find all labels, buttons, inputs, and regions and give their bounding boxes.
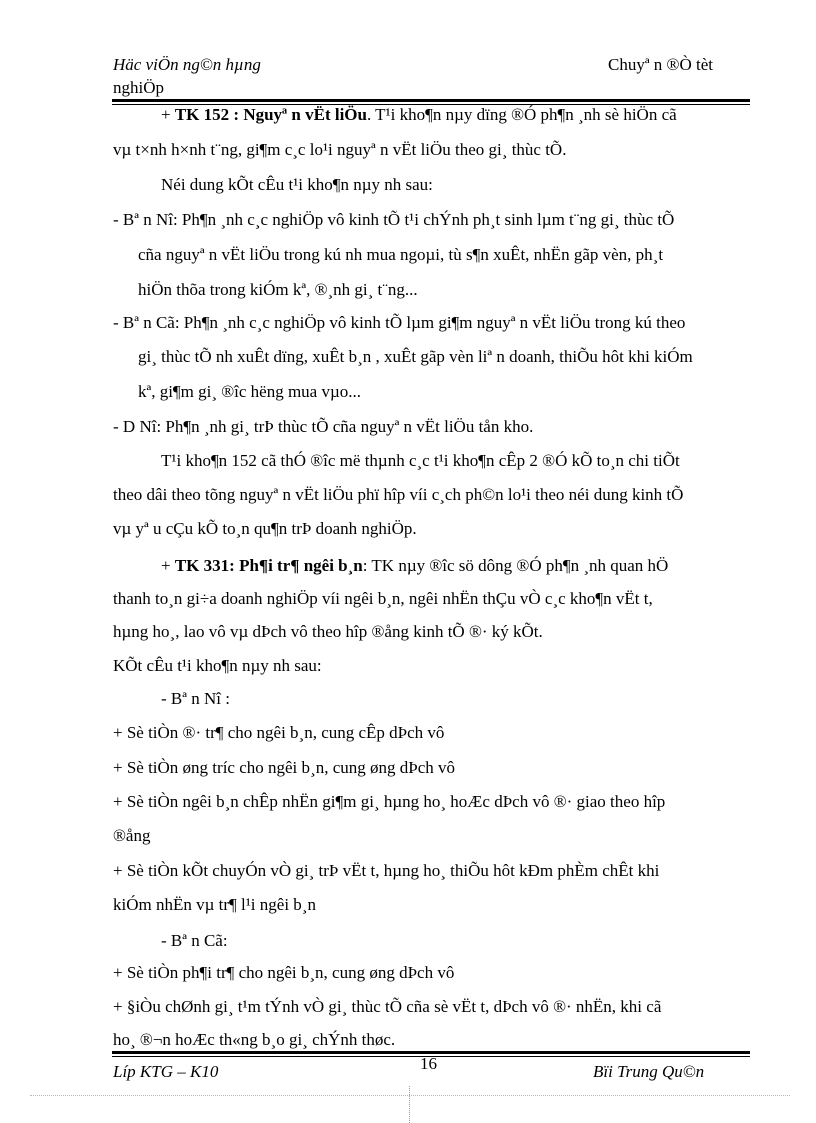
footer-class: Líp KTG – K10 [113, 1062, 219, 1081]
text-line: kiÓm nhËn vµ tr¶ l¹i ngêi b¸n [113, 895, 316, 914]
text-line: vµ t×nh h×nh t¨ng, gi¶m c¸c lo¹i nguyª n vËt liÖu theo gi¸ thùc tÕ. [113, 140, 567, 159]
text-line: + TK 331: Ph¶i tr¶ ngêi b¸n: TK nµy ®îc sö dông ®Ó ph¶n ¸nh quan hÖ [161, 556, 669, 575]
text-line: hiÖn thõa trong kiÓm kª, ®¸nh gi¸ t¨ng... [138, 280, 418, 299]
text-line: gi¸ thùc tÕ nh xuÊt dïng, xuÊt b¸n , xuÊt gãp vèn liª n doanh, thiÕu hôt khi kiÓm [138, 347, 693, 366]
text-line: + TK 152 : Nguyª n vËt liÖu. T¹i kho¶n nµy dïng ®Ó ph¶n ¸nh sè hiÖn cã [161, 105, 677, 124]
list-item: - Bª n Nî: Ph¶n ¸nh c¸c nghiÖp vô kinh tÕ t¹i chÝnh ph¸t sinh lµm t¨ng gi¸ thùc tÕ [113, 210, 675, 229]
footer-author: Bïi Trung Qu©n [593, 1062, 705, 1081]
header-rule-thick [112, 99, 750, 102]
list-item: - Bª n Nî : [161, 689, 230, 708]
text-line: KÕt cÊu t¹i kho¶n nµy nh sau: [113, 656, 322, 675]
text-line: T¹i kho¶n 152 cã thÓ ®îc më thµnh c¸c t¹i kho¶n cÊp 2 ®Ó kÕ to¸n chi tiÕt [161, 451, 680, 470]
text-line: + Sè tiÒn kÕt chuyÓn vÒ gi¸ trÞ vËt t, hµng ho¸ thiÕu hôt kÐm phÈm chÊt khi [113, 861, 660, 880]
text-line: thanh to¸n gi÷a doanh nghiÖp víi ngêi b¸n, ngêi nhËn thÇu vÒ c¸c kho¶n vËt t, [113, 589, 653, 608]
list-item: - Bª n Cã: [161, 931, 228, 950]
header-school: Häc viÖn ng©n hµng [113, 55, 261, 74]
text-line: ho¸ ®¬n hoÆc th«ng b¸o gi¸ chÝnh thøc. [113, 1030, 396, 1049]
text-line: + Sè tiÒn ngêi b¸n chÊp nhËn gi¶m gi¸ hµng ho¸ hoÆc dÞch vô ®· giao theo hîp [113, 792, 666, 811]
text-line: ®ång [113, 826, 151, 845]
header-school-cont: nghiÖp [113, 78, 164, 97]
text-line: + Sè tiÒn ®· tr¶ cho ngêi b¸n, cung cÊp dÞch vô [113, 723, 445, 742]
account-heading: TK 331: Ph¶i tr¶ ngêi b¸n [174, 556, 363, 575]
text-line: + §iÒu chØnh gi¸ t¹m tÝnh vÒ gi¸ thùc tÕ cña sè vËt t, dÞch vô ®· nhËn, khi cã [113, 997, 662, 1016]
text-line: hµng ho¸, lao vô vµ dÞch vô theo hîp ®ång kinh tÕ ®· ký kÕt. [113, 622, 543, 641]
account-heading: TK 152 : Nguyª n vËt liÖu [174, 105, 367, 124]
list-item: - D Nî: Ph¶n ¸nh gi¸ trÞ thùc tÕ cña nguyª n vËt liÖu tån kho. [113, 417, 534, 436]
page-boundary-dotted [30, 1095, 790, 1096]
header-topic: Chuyª n ®Ò tèt [608, 55, 713, 74]
text-line: Néi dung kÕt cÊu t¹i kho¶n nµy nh sau: [161, 175, 433, 194]
list-item: - Bª n Cã: Ph¶n ¸nh c¸c nghiÖp vô kinh tÕ lµm gi¶m nguyª n vËt liÖu trong kú theo [113, 313, 686, 332]
text-line: kª, gi¶m gi¸ ®îc hëng mua vµo... [138, 382, 362, 401]
page-center-mark [409, 1086, 410, 1123]
text-line: vµ yª u cÇu kÕ to¸n qu¶n trÞ doanh nghiÖp. [113, 519, 417, 538]
text-line: cña nguyª n vËt liÖu trong kú nh mua ngoµi, tù s¶n xuÊt, nhËn gãp vèn, ph¸t [138, 245, 664, 264]
text-line: + Sè tiÒn ph¶i tr¶ cho ngêi b¸n, cung øng dÞch vô [113, 963, 455, 982]
text-line: + Sè tiÒn øng tríc cho ngêi b¸n, cung øng dÞch vô [113, 758, 455, 777]
page-number: 16 [420, 1054, 437, 1073]
text-line: theo dâi theo tõng nguyª n vËt liÖu phï hîp víi c¸ch ph©n lo¹i theo néi dung kinh tÕ [113, 485, 684, 504]
